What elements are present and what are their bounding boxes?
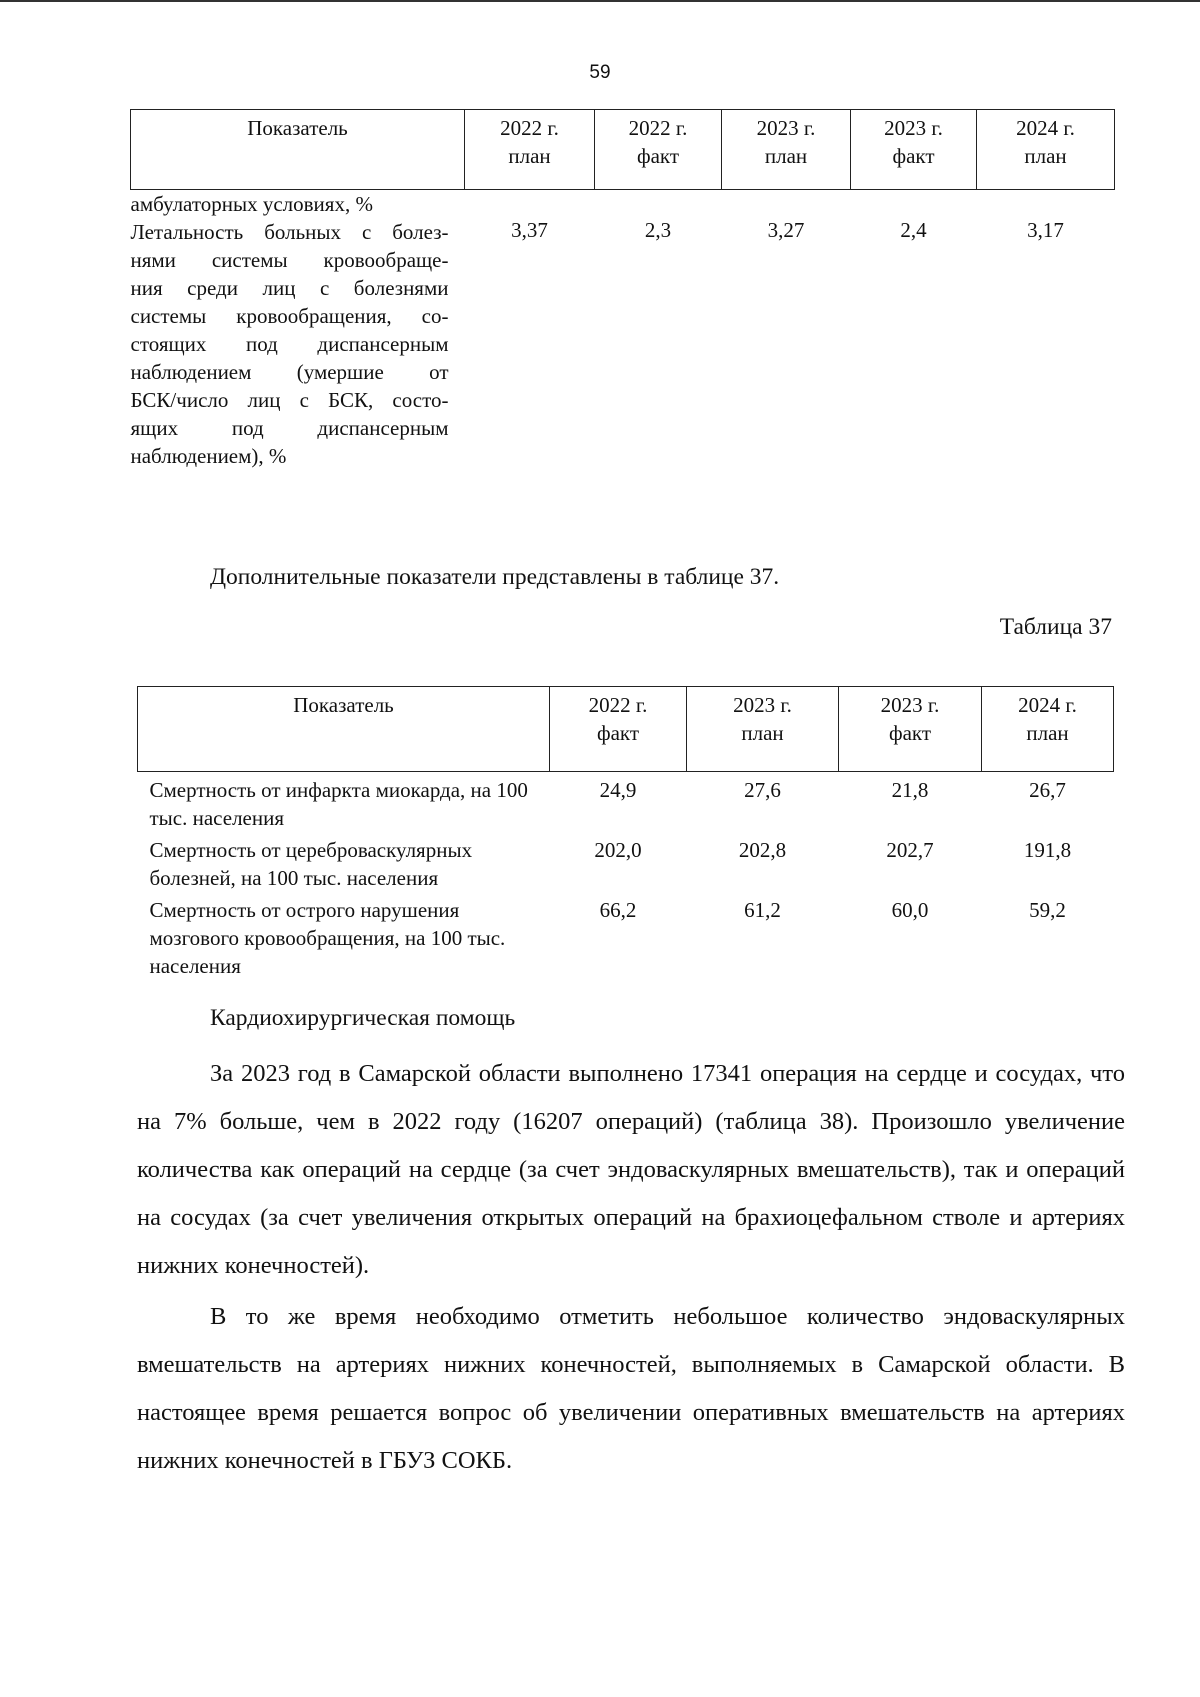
table-row <box>131 190 1115 471</box>
value-cell: 27,6 <box>744 778 781 802</box>
header-cell: 2022 г. факт <box>550 687 687 772</box>
header-cell: 2023 г. план <box>722 110 851 190</box>
header-cell: 2024 г. план <box>982 687 1114 772</box>
indicator-name-cell: Смертность от острого нарушения мозгового кровообращения, на 100 тыс. населения <box>149 898 506 978</box>
table-indicators-continued <box>130 109 1115 470</box>
value-cell: 21,8 <box>891 778 929 802</box>
continued-text: амбулаторных условиях, % <box>130 192 373 216</box>
header-cell: Показатель <box>131 110 465 190</box>
header-cell: 2024 г. план <box>977 110 1115 190</box>
table-37 <box>137 686 1114 980</box>
value-cell: 2,3 <box>644 218 672 242</box>
table-caption: Таблица 37 <box>999 614 1112 640</box>
table-row <box>138 892 1114 980</box>
paragraph: За 2023 год в Самарской области выполнено 17341 операция на сердце и сосудах, что на 7% больше, чем в 2022 году (16207 операций) (таблица 38). Произошло увеличение количества как операций на сердце (за счет эндоваскулярных вмешательств), так и операций на сосудах (за счет увеличения открытых операций на брахиоцефальном стволе и артериях нижних конечностей). <box>137 1060 1125 1279</box>
value-cell: 3,27 <box>767 218 805 242</box>
value-cell: 26,7 <box>1029 778 1066 802</box>
table-header-row <box>131 110 1115 190</box>
indicator-name-cell <box>131 190 465 471</box>
page-number: 59 <box>589 62 611 83</box>
value-cell: 3,17 <box>1027 218 1064 242</box>
table-row <box>138 772 1114 833</box>
indicator-line: наблюдением (умершие от <box>130 360 449 384</box>
paragraph: В то же время необходимо отметить небольшое количество эндоваскулярных вмешательств на артериях нижних конечностей, выполняемых в Самарской области. В настоящее время решается вопрос об увеличении оперативных вмешательств на артериях нижних конечностей в ГБУЗ СОКБ. <box>137 1303 1125 1474</box>
header-cell: 2023 г. факт <box>851 110 977 190</box>
value-cell: 191,8 <box>1023 838 1072 862</box>
header-cell: 2023 г. факт <box>839 687 982 772</box>
header-cell: 2022 г. факт <box>595 110 722 190</box>
value-cell: 59,2 <box>1029 898 1066 922</box>
indicator-line: Летальность больных с болез- <box>130 220 449 244</box>
indicator-line: БСК/число лиц с БСК, состо- <box>130 388 449 412</box>
indicator-line: стоящих под диспансерным <box>130 332 449 356</box>
value-cell: 202,7 <box>886 838 934 862</box>
section-heading: Кардиохирургическая помощь <box>210 1005 516 1031</box>
value-cell: 66,2 <box>599 898 637 922</box>
indicator-line: ящих под диспансерным <box>130 416 449 440</box>
table-row <box>138 832 1114 892</box>
value-cell: 202,0 <box>594 838 642 862</box>
value-cell: 202,8 <box>738 838 787 862</box>
page-top-border <box>0 0 1200 2</box>
header-cell: Показатель <box>138 687 550 772</box>
indicator-line: наблюдением), % <box>130 444 287 468</box>
value-cell: 2,4 <box>900 218 927 242</box>
value-cell: 24,9 <box>599 778 637 802</box>
indicator-line: ния среди лиц с болезнями <box>130 276 449 300</box>
indicator-line: нями системы кровообраще- <box>130 248 449 272</box>
indicator-name-cell: Смертность от инфаркта миокарда, на 100 тыс. населения <box>149 778 528 830</box>
value-cell: 61,2 <box>744 898 781 922</box>
table-header-row <box>138 687 1114 772</box>
reference-sentence: Дополнительные показатели представлены в таблице 37. <box>210 564 780 590</box>
header-cell: 2023 г. план <box>687 687 839 772</box>
indicator-line: системы кровообращения, со- <box>130 304 449 328</box>
value-cell: 60,0 <box>891 898 929 922</box>
value-cell: 3,37 <box>511 218 548 242</box>
indicator-name-cell: Смертность от цереброваскулярных болезней, на 100 тыс. населения <box>149 838 473 890</box>
header-cell: 2022 г. план <box>465 110 595 190</box>
